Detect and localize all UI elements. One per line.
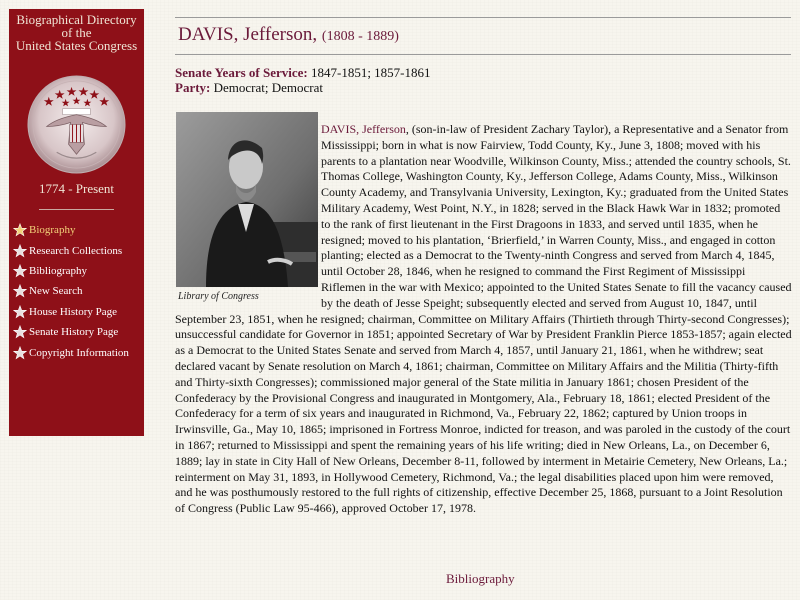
sidebar-item-biography[interactable] (13, 220, 129, 240)
bio-body: , (son-in-law of President Zachary Taylor), a Representative and a Senator from Mississippi; born in what is now Fairview, Todd County, Ky., June 3, 1808; moved with his parents to a plantation near Woodville, Wilkinson County, Miss.; attended the country schools, St. Thomas College, Washington County, Ky., Jefferson College, Adams County, Miss., Wilkinson County Academy, and Transylvania University, Lexington, Ky.; graduated from the United States Military Academy, West Point, N.Y., in 1828; served in the Black Hawk War in 1832; promoted to the rank of first lieutenant in the First Dragoons in 1833, and served until 1835, when he resigned; moved to his plantation, ‘Brierfield,’ in Warren County, Miss., and engaged in cotton planting; elected as a Democrat to the Twenty-ninth Congress and served from March 4, 1845, until October 28, 1846, when he resigned to command the First Regiment of Mississippi Riflemen in the war with Mexico; appointed to the United States Senate to fill the vacancy caused by the death of Jesse Speight; subsequently elected and served from August 10, 1847, until September 23, 1851, when he resigned; chairman, Committee on Military Affairs (Thirtieth through Thirty-second Congresses); unsuccessful candidate for Governor in 1851; appointed Secretary of War by President Franklin Pierce 1853-1857; again elected as a Democrat to the United States Senate and served from March 4, 1857, until January 21, 1861, when he withdrew; seat declared vacant by Senate resolution on March 4, 1861; chairman, Committee on Military Affairs and the Militia (Thirty-fifth and Thirty-sixth Congresses); commissioned major general of the State militia in January 1861; chosen President of the Confederacy by the Provisional Congress and inaugurated in Montgomery, Ala., February 18, 1861; elected President of the Confederacy for a term of six years and inaugurated in Richmond, Va., February 22, 1862; captured by Union troops in Irwinsville, Ga., May 10, 1865; imprisoned in Fortress Monroe, indicted for treason, and was paroled in the custody of the court in 1867; returned to Mississippi and spent the remaining years of his life writing; died in New Orleans, La., on December 6, 1889; lay in state in City Hall of New Orleans, December 8-11, followed by interment in Metairie Cemetery, New Orleans, La.; reinterment on May 31, 1893, in Hollywood Cemetery, Richmond, Va.; the legal disabilities placed upon him were removed, and he was posthumously restored to the full rights of citizenship, effective December 25, 1868, pursuant to a Joint Resolution of Congress (Public Law 95-466), approved October 17, 1978. (175, 122, 792, 516)
star-icon (13, 305, 27, 319)
congress-seal-icon (27, 75, 126, 174)
bio-member-name: DAVIS, Jefferson (321, 122, 406, 136)
sidebar-item-senate-history[interactable] (13, 322, 129, 342)
star-icon (13, 325, 27, 339)
sidebar-divider (39, 209, 114, 210)
senate-service-value: 1847-1851; 1857-1861 (310, 65, 431, 80)
senate-service-label: Senate Years of Service: (175, 65, 308, 80)
member-dates: (1808 - 1889) (321, 29, 399, 44)
star-icon (13, 346, 27, 360)
directory-title[interactable] (9, 13, 144, 52)
sidebar-item-research-collections[interactable] (13, 240, 129, 260)
party-label: Party: (175, 80, 211, 95)
star-icon (13, 244, 27, 258)
directory-title-line: Biographical Directory (16, 12, 137, 27)
portrait-spacer (175, 122, 321, 311)
party-value: Democrat; Democrat (213, 80, 323, 95)
directory-title-line: of the (61, 25, 92, 40)
sidebar-item-label: Copyright Information (29, 346, 129, 359)
sidebar-item-label: New Search (29, 285, 83, 298)
sidebar-item-label: House History Page (29, 305, 117, 318)
header-divider-bottom (175, 54, 791, 55)
page-title (178, 24, 399, 46)
bibliography-link[interactable]: Bibliography (446, 571, 515, 586)
sidebar (9, 9, 144, 436)
service-info (175, 65, 431, 95)
sidebar-item-label: Bibliography (29, 264, 88, 277)
biography-text (175, 122, 792, 517)
sidebar-item-house-history[interactable] (13, 302, 129, 322)
party-row (175, 80, 431, 95)
sidebar-item-copyright[interactable] (13, 342, 129, 362)
header-divider-top (175, 17, 791, 18)
sidebar-item-new-search[interactable] (13, 281, 129, 301)
star-icon (13, 284, 27, 298)
directory-title-line: United States Congress (15, 38, 138, 53)
photo-caption: Library of Congress (178, 291, 259, 302)
senate-service-row (175, 65, 431, 80)
star-icon (13, 264, 27, 278)
member-name: DAVIS, Jefferson, (178, 24, 318, 45)
years-label: 1774 - Present (38, 181, 115, 196)
sidebar-item-label: Biography (29, 224, 76, 237)
star-icon (13, 223, 27, 237)
sidebar-item-label: Research Collections (29, 244, 123, 257)
sidebar-item-bibliography[interactable] (13, 261, 129, 281)
sidebar-nav (13, 220, 129, 363)
sidebar-item-label: Senate History Page (29, 326, 119, 339)
